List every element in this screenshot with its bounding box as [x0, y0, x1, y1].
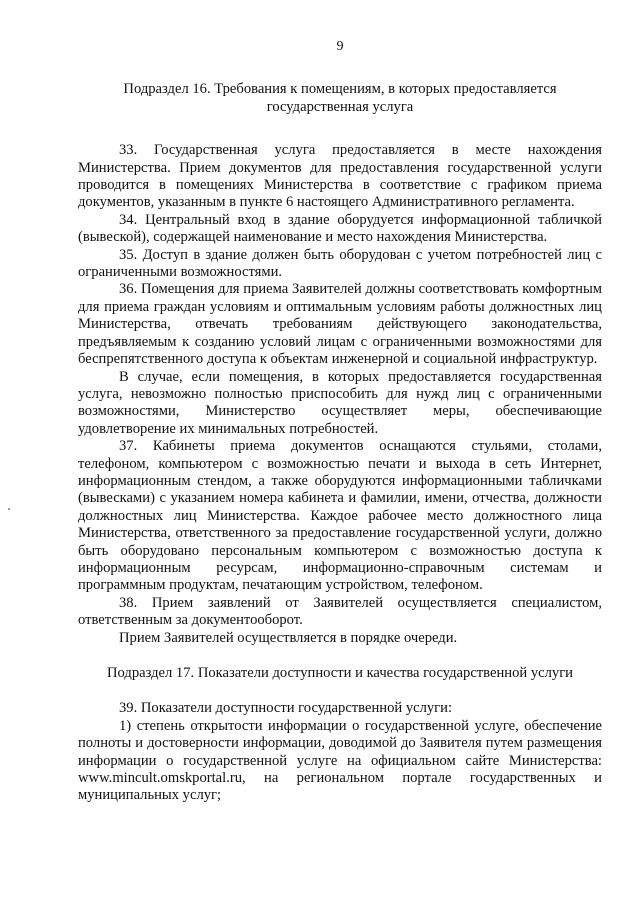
- page-number: 9: [336, 39, 344, 54]
- section-16-heading: [78, 81, 602, 116]
- paragraph-37: 37. Кабинеты приема документов оснащаются стульями, столами, телефоном, компьютером с возможностью печати и выхода в сеть Интернет, информационным стендом, а также оборудуются информационными табличками (вывесками) с указанием номера кабинета и фамилии, имени, отчества, должности должностных лиц Министерства. Каждое рабочее место должностного лица Министерства, ответственного за предоставление государственной услуги, должно быть оборудовано персональным компьютером с возможностью доступа к информационным ресурсам, информационно-справочным системам и программным продуктам, печатающим устройством, телефоном.: [78, 438, 602, 594]
- paragraph-34: 34. Центральный вход в здание оборудуется информационной табличкой (вывеской), содержащей наименование и место нахождения Министерства.: [78, 211, 602, 246]
- paragraph-39: 39. Показатели доступности государственной услуги:: [119, 700, 453, 717]
- section-16-heading-line-1: Подраздел 16. Требования к помещениям, в которых предоставляется: [123, 81, 557, 98]
- paragraph-33: 33. Государственная услуга предоставляется в месте нахождения Министерства. Прием документов для предоставления государственной услуги проводится в помещениях Министерства в соответствие с графиком приема документов, указанным в пункте 6 настоящего Административного регламента.: [78, 142, 602, 211]
- section-17-heading: Подраздел 17. Показатели доступности и качества государственной услуги: [106, 665, 573, 681]
- paragraph-36: 36. Помещения для приема Заявителей должны соответствовать комфортным для приема граждан условиям и оптимальным условиям работы должностных лиц Министерства, отвечать требованиям действующего законодательства, предъявляемым к созданию условий лицам с ограниченными возможностями для беспрепятственного доступа к объектам инженерной и социальной инфраструктур.: [78, 281, 602, 368]
- paragraph-38: 38. Прием заявлений от Заявителей осуществляется специалистом, ответственным за документооборот.: [78, 594, 602, 629]
- paragraph-39-item-1: 1) степень открытости информации о государственной услуге, обеспечение полноты и достоверности информации, доводимой до Заявителя путем размещения информации о государственной услуге на официальном сайте Министерства: www.mincult.omskportal.ru, на региональном портале государственных и муниципальных услуг;: [78, 717, 602, 804]
- section-16-heading-line-2: государственная услуга: [266, 98, 414, 115]
- paragraph-35: 35. Доступ в здание должен быть оборудован с учетом потребностей лиц с ограниченными возможностями.: [78, 246, 602, 281]
- section-17-body: [78, 700, 602, 804]
- document-page: [78, 38, 602, 805]
- section-16-body: [78, 142, 602, 647]
- paragraph-36-continued: В случае, если помещения, в которых предоставляется государственная услуга, невозможно полностью приспособить для нужд лиц с ограниченными возможностями, Министерство осуществляет меры, обеспечивающие удовлетворение их минимальных потребностей.: [78, 368, 602, 437]
- scan-artifact: [8, 508, 10, 510]
- paragraph-38-queue: Прием Заявителей осуществляется в порядке очереди.: [119, 629, 458, 646]
